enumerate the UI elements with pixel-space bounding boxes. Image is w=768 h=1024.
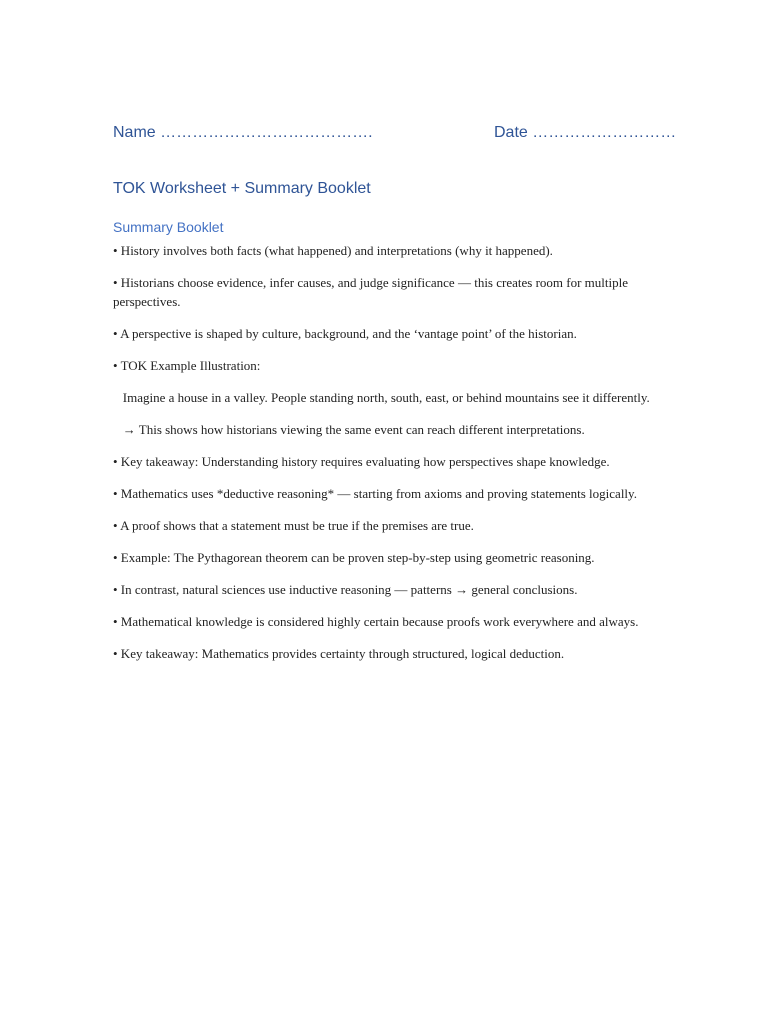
paragraph-math-takeaway: • Key takeaway: Mathematics provides certainty through structured, logical deduction. — [113, 646, 565, 661]
paragraph-tok-example: • TOK Example Illustration: — [113, 358, 261, 373]
paragraph-historians-choose: • Historians choose evidence, infer causes, and judge significance — this creates room for multiple perspectives. — [113, 275, 628, 309]
header-fields — [113, 124, 677, 148]
summary-body — [113, 241, 658, 676]
paragraph-certainty: • Mathematical knowledge is considered highly certain because proofs work everywhere and always. — [113, 614, 639, 629]
section-heading: Summary Booklet — [113, 219, 224, 235]
paragraph-historians-interpretations: → This shows how historians viewing the same event can reach different interpretations. — [113, 422, 585, 437]
paragraph-proof: • A proof shows that a statement must be true if the premises are true. — [113, 518, 474, 533]
paragraph-history-takeaway: • Key takeaway: Understanding history requires evaluating how perspectives shape knowledge. — [113, 454, 610, 469]
paragraph-perspective-shaped: • A perspective is shaped by culture, background, and the ‘vantage point’ of the historian. — [113, 326, 577, 341]
document-title: TOK Worksheet + Summary Booklet — [113, 180, 371, 197]
paragraph-pythagorean: • Example: The Pythagorean theorem can be proven step-by-step using geometric reasoning. — [113, 550, 595, 565]
date-field[interactable]: Date ……………………… — [494, 124, 677, 141]
paragraph-deductive-reasoning: • Mathematics uses *deductive reasoning* — starting from axioms and proving statements logically. — [113, 486, 637, 501]
paragraph-inductive: • In contrast, natural sciences use inductive reasoning — patterns → general conclusions. — [113, 582, 578, 597]
paragraph-history-facts: • History involves both facts (what happened) and interpretations (why it happened). — [113, 243, 553, 258]
paragraph-house-valley: Imagine a house in a valley. People standing north, south, east, or behind mountains see it differently. — [113, 390, 650, 405]
name-field[interactable]: Name …………………………………. — [113, 124, 373, 141]
